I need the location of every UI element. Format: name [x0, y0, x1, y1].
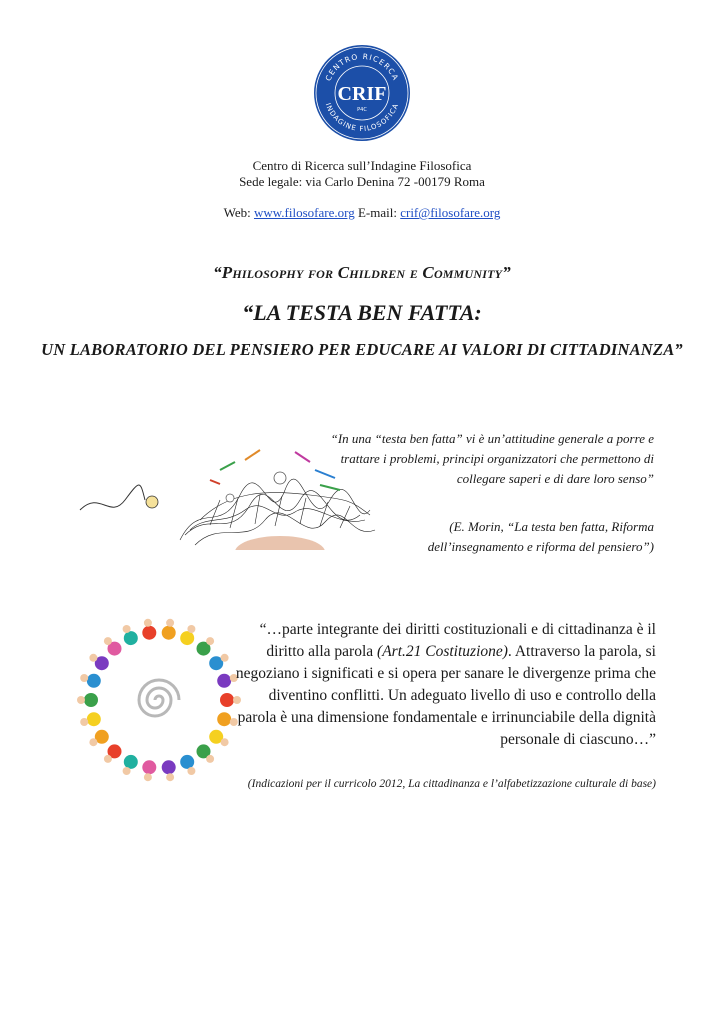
website-link[interactable]: www.filosofare.org	[253, 205, 355, 220]
child-figure	[142, 760, 156, 774]
logo-ring-bottom: INDAGINE FILOSOFICA	[323, 101, 401, 134]
email-label: E-mail:	[357, 205, 397, 220]
child-figure	[84, 693, 98, 707]
cord-line	[80, 485, 145, 510]
children-ring	[77, 619, 241, 781]
lightbulb-top-icon	[274, 472, 286, 484]
subtitle-open-quote: “	[213, 263, 222, 282]
child-head	[187, 767, 195, 775]
child-head	[80, 718, 88, 726]
child-head	[123, 625, 131, 633]
child-head	[166, 619, 174, 627]
child-figure	[87, 674, 101, 688]
subtitle-close-quote: ”	[502, 263, 511, 282]
children-circle-illustration	[74, 615, 244, 785]
child-head	[89, 654, 97, 662]
child-figure	[142, 626, 156, 640]
costituzione-quote	[226, 619, 656, 751]
curricolo-citation: (Indicazioni per il curricolo 2012, La cittadinanza e l’alfabetizzazione culturale di base)	[247, 778, 656, 790]
lightbulb-small-icon	[226, 494, 234, 502]
child-head	[89, 738, 97, 746]
logo-monogram: CRIF	[337, 83, 387, 105]
main-title: “LA TESTA BEN FATTA:	[242, 300, 482, 325]
color-mark-orange	[245, 450, 260, 460]
child-head	[144, 619, 152, 627]
child-figure	[180, 755, 194, 769]
quote-text-end: . Attraverso la parola, si negoziano i significati e si opera per sanare le divergenze prima che diventino conflitti. Un adeguato livello di uso e controllo della parola è una dimensione fondamentale e irrinunciabile della dignità personale di ciascuno…”	[235, 643, 656, 748]
org-address: Sede legale: via Carlo Denina 72 -00179 Roma	[239, 174, 485, 189]
child-head	[187, 625, 195, 633]
child-figure	[162, 626, 176, 640]
org-name: Centro di Ricerca sull’Indagine Filosofica	[252, 158, 472, 173]
child-figure	[162, 760, 176, 774]
spiral-icon	[139, 680, 179, 716]
quote-article-reference: (Art.21 Costituzione)	[377, 643, 508, 660]
child-head	[77, 696, 85, 704]
org-address-block	[0, 158, 724, 190]
color-mark-green	[220, 462, 235, 470]
subtitle-heading	[0, 263, 724, 283]
logo-ring-top: CENTRO RICERCA	[323, 51, 401, 83]
child-figure	[124, 755, 138, 769]
child-figure	[124, 631, 138, 645]
child-figure	[87, 712, 101, 726]
sub-title: UN LABORATORIO DEL PENSIERO PER EDUCARE AI VALORI DI CITTADINANZA”	[41, 340, 683, 359]
color-mark-red	[210, 480, 220, 484]
web-label: Web:	[223, 205, 251, 220]
head-shape	[235, 536, 325, 550]
child-head	[144, 773, 152, 781]
crif-logo	[312, 43, 412, 143]
email-link[interactable]: crif@filosofare.org	[400, 205, 501, 220]
logo-small-text: P4C	[357, 107, 367, 113]
child-head	[104, 755, 112, 763]
child-head	[206, 755, 214, 763]
contact-line	[0, 205, 724, 221]
morin-citation: (E. Morin, “La testa ben fatta, Riforma dell’insegnamento e riforma del pensiero”)	[427, 519, 654, 554]
quote-text-start: “…parte integrante dei diritti costituzionali e di cittadinanza è il diritto alla parola	[259, 621, 656, 660]
lightbulb-icon	[146, 496, 158, 508]
subtitle-philosophy: Philosophy for	[221, 263, 338, 282]
color-mark-magenta	[295, 452, 310, 462]
child-head	[123, 767, 131, 775]
morin-quote: “In una “testa ben fatta” vi è un’attitudine generale a porre e trattare i problemi, principi organizzatori che permettono di collegare saperi e di dare loro senso”	[330, 431, 654, 486]
child-head	[104, 637, 112, 645]
child-figure	[180, 631, 194, 645]
subtitle-children: Children e Community	[337, 263, 503, 282]
child-head	[206, 637, 214, 645]
child-head	[80, 674, 88, 682]
child-head	[166, 773, 174, 781]
